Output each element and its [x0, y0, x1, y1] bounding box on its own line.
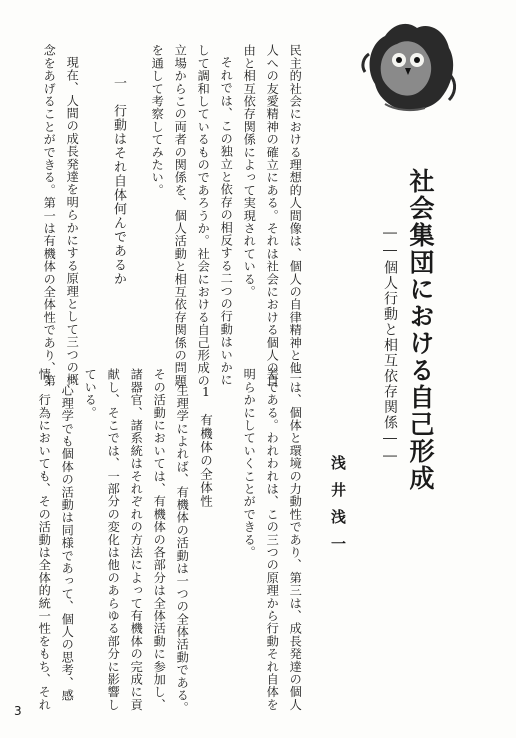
- body-line: 民主的社会における理想的人間像は、個人の自律精神と他: [288, 44, 303, 375]
- body-line: それでは、この独立と依存の相反する二つの行動はいかに: [219, 56, 234, 387]
- article-subtitle: ――個人行動と相互依存関係――: [382, 225, 398, 466]
- section-heading: 一 行動はそれ自体何んであるか: [111, 76, 126, 286]
- body-line: 念をあげることができる。第一は有機体の全体性であり、第: [42, 44, 57, 387]
- body-line: 現在、人間の成長発達を明らかにする原理として三つの概: [65, 56, 80, 387]
- body-line: 諸器官、諸系統はそれぞれの方法によって有機体の完成に貢: [129, 368, 144, 711]
- subsection-heading: 1 有機体の全体性: [198, 384, 214, 508]
- body-line: 人への友愛精神の確立にある。それは社会における個人の自: [265, 44, 280, 387]
- body-line: 二は、個体と環境の力動性であり、第三は、成長発達の個人: [288, 368, 303, 711]
- body-line: して調和しているものであろうか。社会における自己形成の: [196, 44, 211, 387]
- body-line: 立場からこの両者の関係を、個人活動と相互依存関係の問題: [173, 44, 188, 387]
- article-title: 社会集団における自己形成: [406, 168, 435, 492]
- body-line: 情、行為においても、その活動は全体的統一性をもち、それ: [37, 368, 52, 711]
- body-line: 差である。われわれは、この三つの原理から行動それ自体を: [265, 368, 280, 711]
- body-line: 献し、そこでは、一部分の変化は他のあらゆる部分に影響し: [106, 368, 121, 711]
- body-line: を通して考察してみたい。: [150, 44, 165, 197]
- author-name: 浅井浅一: [329, 455, 347, 563]
- body-line: その活動においては、有機体の各部分は全体活動に参加し、: [152, 368, 167, 711]
- body-line: 由と相互依存関係によって実現されている。: [242, 44, 257, 298]
- body-line: 生理学によれば、有機体の活動は一つの全体活動である。: [175, 384, 190, 715]
- body-line: 心理学でも個体の活動は同様であって、個人の思考、感: [60, 384, 75, 702]
- body-line: ている。: [83, 368, 98, 419]
- body-line: 明らかにしていくことができる。: [242, 368, 257, 559]
- page-number: 3: [14, 704, 22, 718]
- owl-illustration-icon: [355, 14, 463, 122]
